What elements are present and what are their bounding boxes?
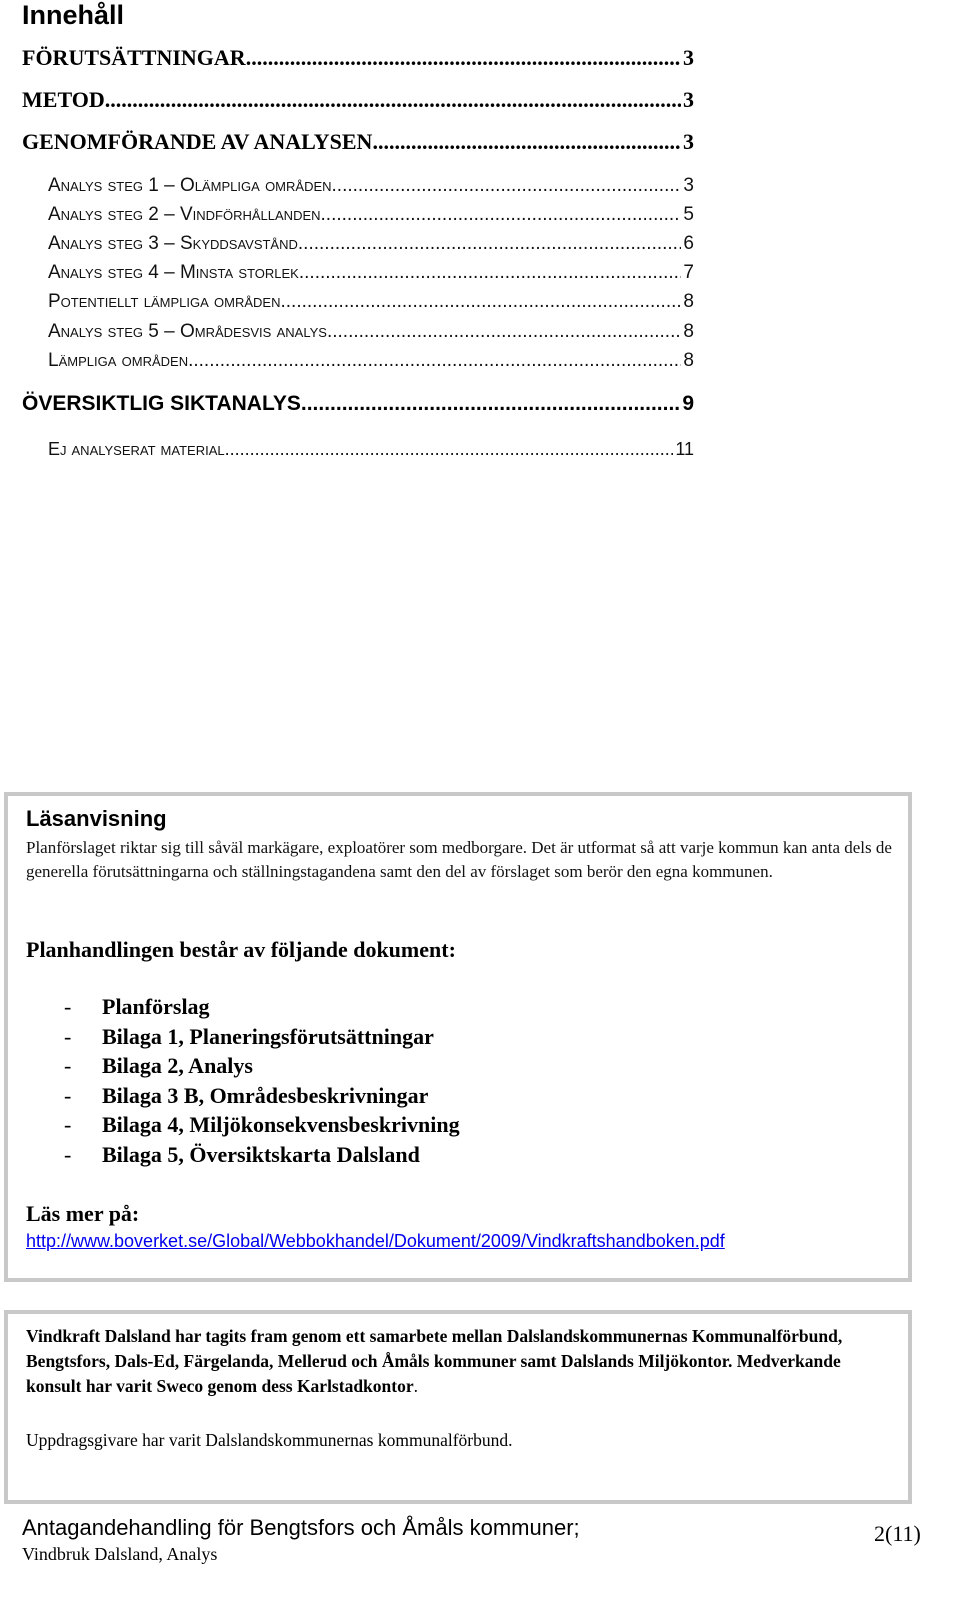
footer-document-info: [22, 1514, 580, 1566]
read-more-link[interactable]: http://www.boverket.se/Global/Webbokhandel/Dokument/2009/Vindkraftshandboken.pdf: [26, 1231, 725, 1251]
toc-entry[interactable]: [48, 261, 694, 285]
document-name: Bilaga 5, Översiktskarta Dalsland: [102, 1141, 420, 1167]
toc-entry[interactable]: [48, 437, 694, 461]
toc-entry[interactable]: [48, 232, 694, 256]
toc-entry-label: Analys steg 4 – Minsta storlek: [48, 262, 299, 283]
toc-entry-page: 8: [683, 350, 694, 371]
toc-entry-page: 9: [682, 392, 694, 415]
toc-entry-label: Analys steg 5 – Områdesvis analys: [48, 321, 327, 342]
document-name: Bilaga 4, Miljökonsekvensbeskrivning: [102, 1112, 460, 1138]
footer-document-title: Antagandehandling för Bengtsfors och Åmåls kommuner;: [22, 1515, 580, 1540]
commissioner-text: Uppdragsgivare har varit Dalslandskommunernas kommunalförbund.: [26, 1430, 513, 1450]
toc-entry[interactable]: [48, 203, 694, 227]
footer-document-subtitle: Vindbruk Dalsland, Analys: [22, 1544, 218, 1564]
list-bullet: -: [64, 1141, 72, 1167]
list-bullet: -: [64, 1023, 72, 1049]
list-item: [26, 992, 460, 1022]
toc-entry-page: 11: [675, 439, 694, 459]
toc-entry[interactable]: [48, 290, 694, 314]
toc-entry-label: Analys steg 3 – Skyddsavstånd: [48, 233, 298, 254]
list-bullet: -: [64, 1082, 72, 1108]
toc-entry-page: 3: [683, 129, 694, 154]
toc-leader: [298, 232, 682, 256]
list-item: [26, 1051, 460, 1081]
toc-leader: [225, 437, 674, 461]
credits-period: .: [413, 1376, 418, 1396]
read-more-heading: Läs mer på:: [26, 1201, 140, 1226]
toc-entry[interactable]: [22, 44, 694, 72]
toc-entry-label: Potentiellt lämpliga områden: [48, 291, 281, 312]
reading-guide-intro: Planförslaget riktar sig till såväl markägare, exploatörer som medborgare. Det är utformat så att varje kommun kan anta dels de generella förutsättningarna och ställningstagandena samt den del av förslaget som berör den egna kommunen.: [26, 838, 892, 881]
toc-entry-label: GENOMFÖRANDE AV ANALYSEN: [22, 129, 373, 154]
toc-entry-label: Lämpliga områden: [48, 350, 189, 371]
reading-guide-box: [4, 792, 912, 1282]
list-bullet: -: [64, 994, 72, 1019]
toc-leader: [327, 320, 681, 344]
credits-box: [4, 1310, 912, 1504]
list-item: [26, 1110, 460, 1140]
toc-leader: [299, 261, 682, 285]
toc-entry-label: FÖRUTSÄTTNINGAR: [22, 45, 246, 70]
toc-entry-page: 5: [683, 204, 694, 225]
list-item: [26, 1022, 460, 1052]
toc-entry-label: Analys steg 1 – Olämpliga områden: [48, 175, 332, 196]
document-name: Bilaga 1, Planeringsförutsättningar: [102, 1023, 434, 1049]
toc-entry-label: ÖVERSIKTLIG SIKTANALYS: [22, 392, 301, 415]
toc-entry[interactable]: [48, 174, 694, 198]
credits-text: [26, 1324, 896, 1399]
document-name: Bilaga 3 B, Områdesbeskrivningar: [102, 1082, 429, 1108]
page-title: Innehåll: [22, 0, 125, 30]
toc-entry-page: 8: [683, 321, 694, 342]
toc-entry[interactable]: [22, 391, 694, 417]
list-bullet: -: [64, 1112, 72, 1138]
toc-leader: [372, 128, 681, 156]
toc-entry-page: 3: [683, 175, 694, 196]
toc-leader: [321, 203, 682, 227]
toc-entry-page: 8: [683, 291, 694, 312]
toc-leader: [246, 44, 681, 72]
documents-list: [26, 992, 460, 1170]
reading-guide-heading: Läsanvisning: [26, 806, 167, 831]
list-item: [26, 1140, 460, 1170]
toc-entry-page: 7: [683, 262, 694, 283]
toc-entry-page: 6: [683, 233, 694, 254]
toc-entry[interactable]: [22, 86, 694, 114]
toc-leader: [105, 86, 681, 114]
toc-leader: [301, 391, 680, 417]
toc-leader: [332, 174, 682, 198]
toc-entry-page: 3: [683, 87, 694, 112]
toc-entry[interactable]: [22, 128, 694, 156]
list-bullet: -: [64, 1053, 72, 1079]
document-name: Planförslag: [102, 994, 210, 1019]
toc-entry[interactable]: [48, 349, 694, 373]
document-name: Bilaga 2, Analys: [102, 1053, 253, 1079]
toc-entry[interactable]: [48, 320, 694, 344]
page-number: 2(11): [874, 1521, 921, 1546]
toc-entry-label: METOD: [22, 87, 105, 112]
credits-statement: Vindkraft Dalsland har tagits fram genom ett samarbete mellan Dalslandskommunernas Kommunalförbund, Bengtsfors, Dals-Ed, Färgelanda, Mellerud och Åmåls kommuner samt Dalslands Miljökontor. Medverkande konsult har varit Sweco genom dess Karlstadkontor: [26, 1326, 843, 1396]
toc-entry-label: Ej analyserat material: [48, 439, 225, 459]
list-item: [26, 1081, 460, 1111]
toc-leader: [280, 290, 681, 314]
toc-entry-page: 3: [683, 45, 694, 70]
toc-entry-label: Analys steg 2 – Vindförhållanden: [48, 204, 321, 225]
documents-heading: Planhandlingen består av följande dokument:: [26, 937, 456, 962]
toc-leader: [188, 349, 681, 373]
